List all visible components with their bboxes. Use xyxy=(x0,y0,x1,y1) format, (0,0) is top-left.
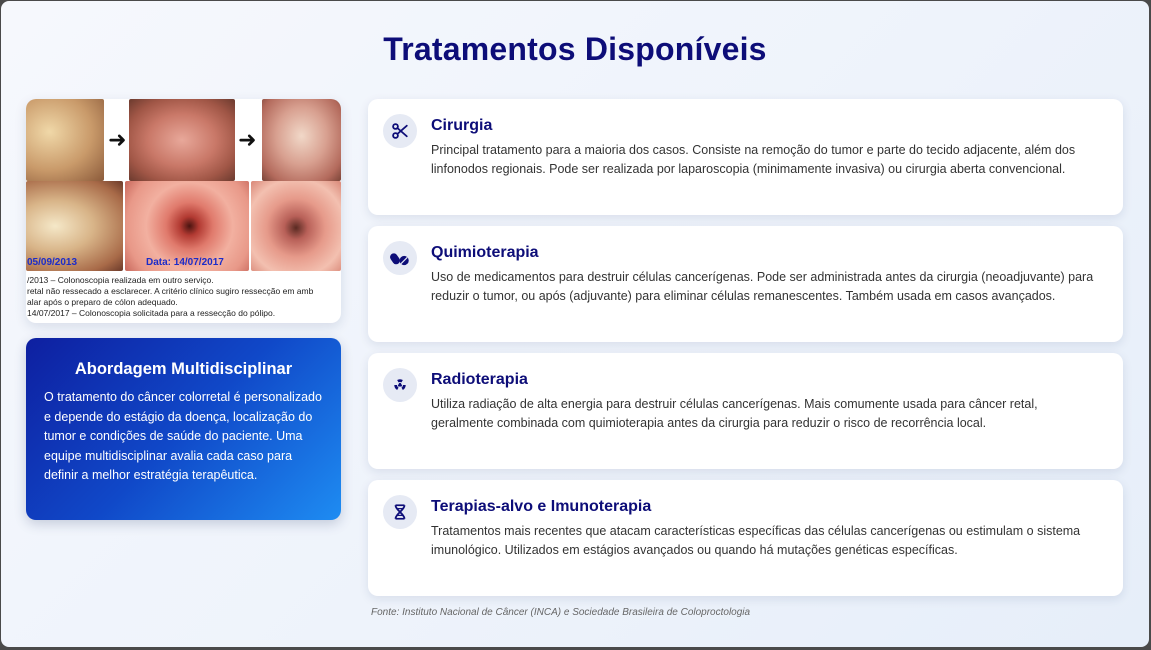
dna-icon xyxy=(383,495,417,529)
treatment-card-radioterapia xyxy=(368,353,1123,469)
caption-line: retal não ressecado a esclarecer. A critério clínico sugiro ressecção em amb xyxy=(27,286,314,296)
page-title: Tratamentos Disponíveis xyxy=(383,31,767,67)
slide xyxy=(1,1,1149,647)
image-row-bottom xyxy=(26,181,341,271)
treatment-name: Quimioterapia xyxy=(431,244,539,261)
endoscopy-photo xyxy=(251,181,341,271)
image-row-top xyxy=(26,99,341,181)
multidisciplinary-text: O tratamento do câncer colorretal é personalizado e depende do estágio da doença, localização do tumor e condições de saúde do paciente. Uma equipe multidisciplinar avalia cada caso para definir a melhor estratégia terapêutica. xyxy=(44,390,322,482)
treatment-card-cirurgia xyxy=(368,99,1123,215)
pills-icon xyxy=(383,241,417,275)
endoscopy-photo xyxy=(262,99,341,181)
arrow-right-icon: ➜ xyxy=(108,127,127,152)
treatment-description: Utiliza radiação de alta energia para destruir células cancerígenas. Mais comumente usada para câncer retal, geralmente combinada com quimioterapia antes da cirurgia para reduzir o risco de recorrência local. xyxy=(431,397,1038,430)
caption-line: alar após o preparo de cólon adequado. xyxy=(27,297,178,307)
scissors-icon xyxy=(383,114,417,148)
source-note: Fonte: Instituto Nacional de Câncer (INCA) e Sociedade Brasileira de Coloproctologia xyxy=(371,607,751,618)
caption-line: /2013 – Colonoscopia realizada em outro serviço. xyxy=(27,275,214,285)
treatment-card-terapias-alvo xyxy=(368,480,1123,596)
treatment-name: Cirurgia xyxy=(431,117,493,134)
treatment-card-quimioterapia xyxy=(368,226,1123,342)
treatment-description: Tratamentos mais recentes que atacam características específicas das células cancerígenas ou estimulam o sistema imunológico. Utilizados em estágios avançados ou quando há mutações genéticas específicas. xyxy=(431,524,1081,557)
treatment-description: Uso de medicamentos para destruir células cancerígenas. Pode ser administrada antes da cirurgia (neoadjuvante) para reduzir o tumor, ou após (adjuvante) para eliminar células remanescentes. Também usada em casos avançados. xyxy=(431,270,1094,303)
photo-date: 05/09/2013 xyxy=(27,257,78,268)
endoscopy-photo xyxy=(26,99,104,181)
photo-date: Data: 14/07/2017 xyxy=(146,257,224,268)
treatment-name: Terapias-alvo e Imunoterapia xyxy=(431,498,652,515)
arrow-right-icon: ➜ xyxy=(238,127,257,152)
treatment-description: Principal tratamento para a maioria dos casos. Consiste na remoção do tumor e parte do tecido adjacente, além dos linfonodos regionais. Pode ser realizada por laparoscopia (minimamente invasiva) ou cirurgia aberta convencional. xyxy=(431,143,1076,176)
treatment-name: Radioterapia xyxy=(431,371,528,388)
multidisciplinary-card xyxy=(26,338,341,520)
endoscopy-photo xyxy=(129,99,235,181)
caption-line: 14/07/2017 – Colonoscopia solicitada para a ressecção do pólipo. xyxy=(27,308,276,318)
radiation-icon xyxy=(383,368,417,402)
multidisciplinary-title: Abordagem Multidisciplinar xyxy=(74,360,293,378)
image-caption xyxy=(27,275,339,319)
colonoscopy-image xyxy=(26,99,341,323)
